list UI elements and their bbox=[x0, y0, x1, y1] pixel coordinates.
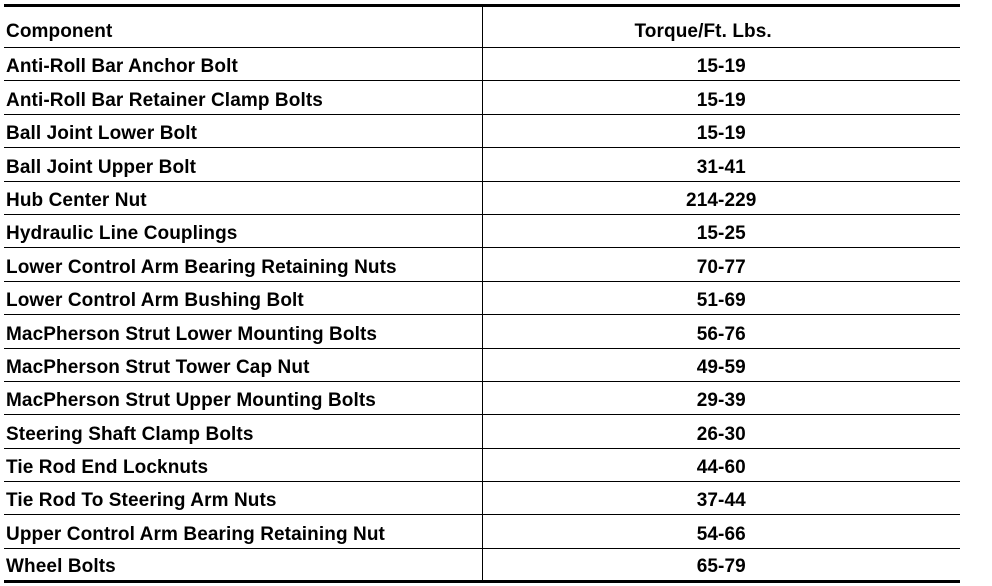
component-cell: Lower Control Arm Bearing Retaining Nuts bbox=[4, 248, 482, 281]
table-row bbox=[4, 381, 960, 414]
table-body bbox=[4, 48, 960, 582]
table-row bbox=[4, 248, 960, 281]
torque-cell: 54-66 bbox=[482, 515, 960, 548]
torque-cell: 15-19 bbox=[482, 81, 960, 114]
torque-cell: 51-69 bbox=[482, 281, 960, 314]
table-row bbox=[4, 214, 960, 247]
torque-cell: 31-41 bbox=[482, 148, 960, 181]
torque-cell: 214-229 bbox=[482, 181, 960, 214]
component-cell: Tie Rod To Steering Arm Nuts bbox=[4, 482, 482, 515]
component-cell: Anti-Roll Bar Retainer Clamp Bolts bbox=[4, 81, 482, 114]
table-row bbox=[4, 281, 960, 314]
table-row bbox=[4, 448, 960, 481]
table-row bbox=[4, 148, 960, 181]
component-cell: MacPherson Strut Tower Cap Nut bbox=[4, 348, 482, 381]
torque-cell: 65-79 bbox=[482, 548, 960, 581]
component-column-header: Component bbox=[4, 6, 482, 48]
table-row bbox=[4, 482, 960, 515]
torque-cell: 49-59 bbox=[482, 348, 960, 381]
torque-cell: 37-44 bbox=[482, 482, 960, 515]
torque-cell: 70-77 bbox=[482, 248, 960, 281]
torque-cell: 26-30 bbox=[482, 415, 960, 448]
component-cell: Hydraulic Line Couplings bbox=[4, 214, 482, 247]
component-cell: Upper Control Arm Bearing Retaining Nut bbox=[4, 515, 482, 548]
table-row bbox=[4, 548, 960, 581]
component-cell: Ball Joint Upper Bolt bbox=[4, 148, 482, 181]
component-cell: Ball Joint Lower Bolt bbox=[4, 114, 482, 147]
component-cell: Anti-Roll Bar Anchor Bolt bbox=[4, 48, 482, 81]
component-cell: Wheel Bolts bbox=[4, 548, 482, 581]
component-cell: MacPherson Strut Lower Mounting Bolts bbox=[4, 315, 482, 348]
table-row bbox=[4, 48, 960, 81]
torque-cell: 15-19 bbox=[482, 114, 960, 147]
component-cell: MacPherson Strut Upper Mounting Bolts bbox=[4, 381, 482, 414]
component-cell: Steering Shaft Clamp Bolts bbox=[4, 415, 482, 448]
torque-spec-table bbox=[4, 4, 960, 583]
table-row bbox=[4, 114, 960, 147]
torque-cell: 56-76 bbox=[482, 315, 960, 348]
table-row bbox=[4, 515, 960, 548]
component-cell: Lower Control Arm Bushing Bolt bbox=[4, 281, 482, 314]
component-cell: Hub Center Nut bbox=[4, 181, 482, 214]
torque-cell: 29-39 bbox=[482, 381, 960, 414]
table-row bbox=[4, 81, 960, 114]
table-row bbox=[4, 181, 960, 214]
torque-cell: 15-19 bbox=[482, 48, 960, 81]
torque-cell: 44-60 bbox=[482, 448, 960, 481]
header-row bbox=[4, 6, 960, 48]
table-row bbox=[4, 315, 960, 348]
component-cell: Tie Rod End Locknuts bbox=[4, 448, 482, 481]
table-row bbox=[4, 415, 960, 448]
torque-cell: 15-25 bbox=[482, 214, 960, 247]
table-row bbox=[4, 348, 960, 381]
torque-column-header: Torque/Ft. Lbs. bbox=[482, 6, 960, 48]
table-header bbox=[4, 6, 960, 48]
